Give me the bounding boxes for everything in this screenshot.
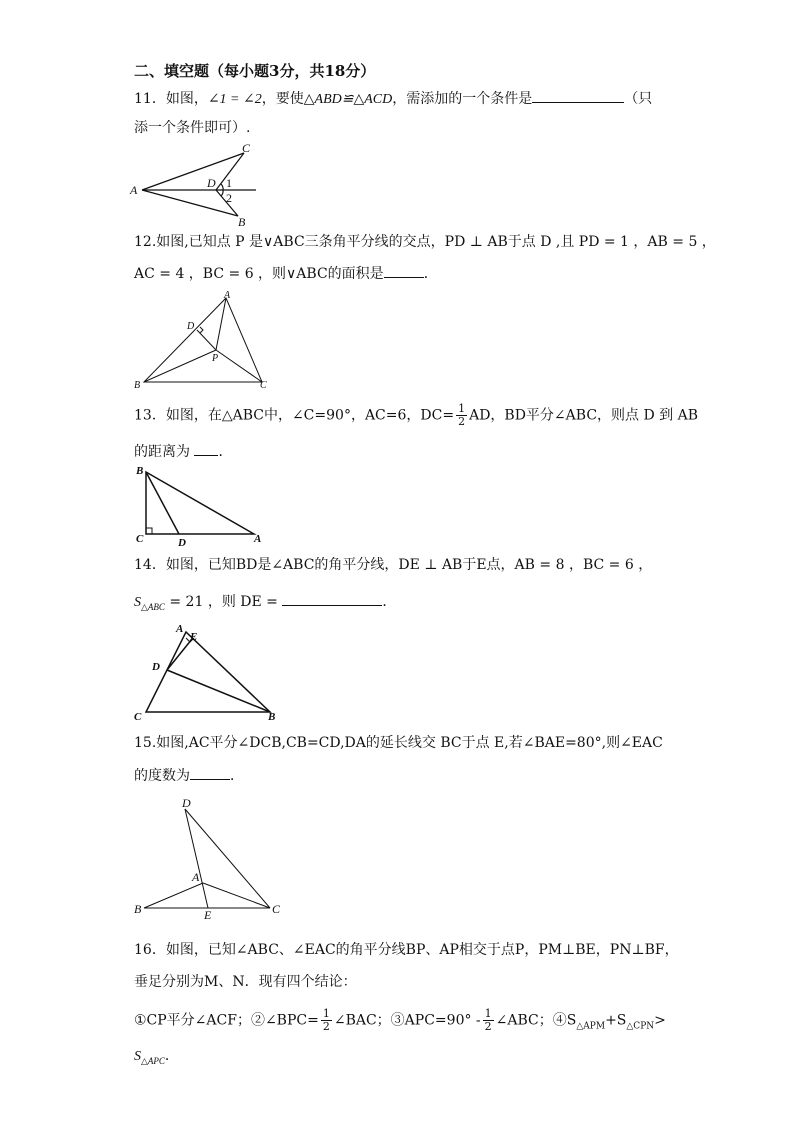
- q14-text-a: = 21 ，则 DE =: [164, 594, 278, 610]
- q14-label-c: C: [134, 711, 142, 723]
- q11-text-c: ，要使: [261, 91, 304, 107]
- q13-label-a: A: [254, 533, 262, 545]
- q14-label-a: A: [176, 623, 184, 635]
- question-16-line-4: [134, 1046, 179, 1071]
- q11-label-1: 1: [226, 176, 232, 190]
- q16-conclusion-3: ∠ABC；④S: [495, 1012, 577, 1029]
- q12-label-p: P: [212, 353, 219, 364]
- q15-text-b: ．: [230, 768, 244, 784]
- q11-figure: [128, 140, 268, 230]
- q11-label-a: A: [130, 183, 138, 197]
- q16-subscript-cpn: △CPN: [626, 1021, 655, 1032]
- q16-area-subscript: △APC: [141, 1055, 165, 1066]
- q13-frac-denominator: 2: [458, 415, 466, 428]
- q12-label-c: C: [260, 380, 267, 391]
- question-16-conclusions: [134, 1008, 666, 1036]
- question-11-line-2: 添一个条件即可）.: [134, 120, 251, 136]
- q16-conclusion-2: ∠BAC；③APC=90° -: [333, 1012, 481, 1029]
- q14-label-d: D: [152, 661, 160, 673]
- q16-frac-a-denominator: 2: [322, 1020, 330, 1033]
- question-15-line-2: [134, 765, 244, 786]
- q14-bisector-bd: [167, 670, 270, 712]
- question-16-line-1: 16．如图，已知∠ABC、∠EAC的角平分线BP、AP相交于点P，PM⊥BE，PN⊥BF，: [134, 942, 679, 958]
- q14-triangle-abc: [146, 632, 270, 712]
- q15-label-b: B: [134, 902, 142, 916]
- q12-answer-blank[interactable]: [384, 263, 424, 278]
- section-heading: 二、填空题（每小题3分，共18分）: [134, 62, 376, 80]
- q11-number: 11．: [134, 91, 166, 107]
- q15-figure: [128, 795, 288, 921]
- q15-segment-ac: [203, 883, 270, 908]
- q13-answer-blank[interactable]: [194, 441, 218, 456]
- question-13-line-2: [134, 441, 232, 462]
- q11-text-e: ，需添加的一个条件是: [392, 91, 533, 107]
- q15-label-d: D: [182, 796, 191, 810]
- q13-text-d: ．: [218, 444, 233, 460]
- q16-line-4-end: ．: [164, 1048, 179, 1064]
- q15-label-a: A: [192, 870, 200, 884]
- q12-figure: [130, 290, 280, 390]
- q16-conclusion-gt: >: [654, 1012, 666, 1029]
- q12-text-b: ．: [423, 266, 438, 282]
- q13-right-angle-mark: [146, 528, 152, 534]
- q13-label-d: D: [178, 537, 186, 549]
- question-15-line-1: 15.如图,AC平分∠DCB,CB=CD,DA的延长线交 BC于点 E,若∠BAE=80°,则∠EAC: [134, 735, 663, 751]
- q11-label-c: C: [242, 141, 251, 155]
- question-12-line-2: [134, 263, 438, 284]
- q15-answer-blank[interactable]: [190, 765, 230, 780]
- q15-text-a: 的度数为: [134, 768, 190, 784]
- question-12-line-1: 12.如图,已知点 P 是∨ABC三条角平分线的交点，PD ⊥ AB于点 D ,且 PD = 1 ，AB = 5 ，: [134, 234, 716, 250]
- q16-conclusion-1: ①CP平分∠ACF；②∠BPC=: [134, 1012, 319, 1029]
- q11-label-2: 2: [226, 191, 232, 205]
- q12-label-d: D: [187, 321, 195, 332]
- q11-angle-2-arc: [221, 190, 223, 196]
- q16-subscript-apm: △APM: [576, 1021, 606, 1032]
- q16-frac-b-denominator: 2: [484, 1020, 492, 1033]
- q13-frac-numerator: 1: [458, 402, 466, 415]
- q13-label-c: C: [136, 533, 144, 545]
- q13-text-b: AD，BD平分∠ABC，则点 D 到 AB: [469, 407, 698, 424]
- q11-label-d: D: [207, 176, 216, 190]
- question-14-line-2: [134, 591, 396, 617]
- q14-label-e: E: [190, 631, 198, 643]
- q11-answer-blank[interactable]: [532, 88, 624, 103]
- q15-label-e: E: [204, 908, 212, 922]
- q12-label-a: A: [224, 290, 231, 301]
- q16-area-symbol: S: [134, 1049, 141, 1064]
- q16-fraction-half-b: [483, 1008, 494, 1033]
- q11-text-f: （只: [624, 91, 653, 107]
- q15-segment-ba: [144, 883, 203, 908]
- q12-label-b: B: [134, 380, 141, 391]
- question-14-line-1: 14．如图，已知BD是∠ABC的角平分线，DE ⊥ AB于E点，AB = 8 ，BC = 6 ，: [134, 557, 653, 573]
- q13-figure: [130, 462, 270, 548]
- q15-label-c: C: [272, 902, 281, 916]
- q11-angle-condition: ∠1 = ∠2: [207, 92, 262, 107]
- q12-right-angle-mark: [200, 327, 203, 333]
- question-16-line-2: 垂足分别为M、N．现有四个结论：: [134, 974, 357, 990]
- q14-text-b: ．: [382, 594, 397, 610]
- q11-label-b: B: [238, 215, 246, 229]
- q11-angle-1-arc: [221, 184, 223, 190]
- q14-area-symbol: S: [134, 595, 141, 610]
- q12-bisector-ap: [216, 298, 226, 350]
- q12-text-a: AC = 4 ，BC = 6 ，则∨ABC的面积是: [134, 266, 384, 282]
- q13-text-c: 的距离为: [134, 444, 190, 460]
- q15-segment-de: [185, 809, 208, 908]
- question-11-line-1: [134, 88, 652, 110]
- q16-frac-a-numerator: 1: [322, 1007, 330, 1020]
- q14-area-subscript: △ABC: [141, 601, 165, 612]
- q13-text-a: 13．如图，在△ABC中，∠C=90°，AC=6，DC=: [134, 407, 455, 424]
- q14-label-b: B: [268, 711, 276, 723]
- q11-text-a: 如图，: [165, 91, 208, 107]
- q11-segment-ab: [142, 190, 238, 216]
- q14-answer-blank[interactable]: [282, 591, 382, 606]
- q11-congruence: △ABD≌△ACD: [303, 92, 393, 107]
- q16-frac-b-numerator: 1: [484, 1007, 492, 1020]
- q14-figure: [130, 620, 290, 724]
- q16-conclusion-plus: +S: [605, 1012, 627, 1029]
- q15-segment-dc: [185, 809, 270, 908]
- q13-label-b: B: [136, 465, 144, 477]
- q12-perpendicular-pd: [197, 330, 216, 350]
- q12-bisector-bp: [144, 350, 219, 382]
- question-13-line-1: [134, 403, 698, 428]
- q13-fraction-half: [456, 403, 467, 428]
- q16-fraction-half-a: [321, 1008, 332, 1033]
